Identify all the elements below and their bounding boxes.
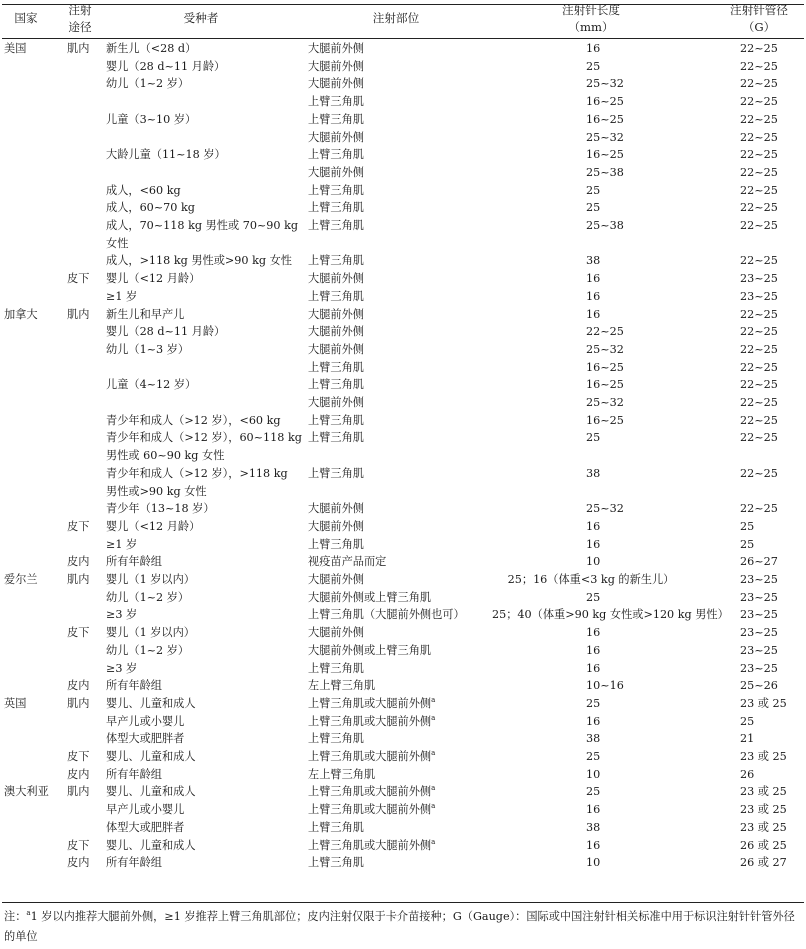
needle-length-cell: 16: [586, 643, 601, 657]
route-cell: 肌内: [67, 42, 90, 55]
needle-gauge-cell: 23~25: [740, 661, 778, 675]
recipient-cell: 儿童（3~10 岁）: [106, 112, 197, 126]
needle-length-cell: 25；40（体重>90 kg 女性或>120 kg 男性）: [492, 608, 729, 622]
route-cell: 肌内: [67, 307, 90, 321]
recipient-cell: 大龄儿童（11~18 岁）: [106, 148, 226, 162]
recipient-cell: 早产儿或小婴儿: [106, 803, 185, 817]
recipient-cell: 儿童（4~12 岁）: [106, 378, 197, 392]
needle-length-cell: 25~32: [586, 502, 624, 516]
footnote-mark: a: [431, 695, 436, 704]
recipient-cell: 幼儿（1~2 岁）: [106, 643, 190, 657]
route-cell: 肌内: [67, 785, 90, 799]
needle-gauge-cell: 22~25: [740, 307, 778, 321]
needle-length-cell: 16~25: [586, 148, 624, 162]
country-cell: 英国: [4, 696, 27, 710]
recipient-cell: 青少年（13~18 岁）: [106, 502, 215, 516]
site-cell: 大腿前外侧: [308, 77, 364, 91]
site-cell: 大腿前外侧: [308, 165, 364, 179]
country-cell: 加拿大: [4, 307, 38, 321]
route-cell: 皮内: [67, 767, 90, 781]
site-cell: 大腿前外侧: [308, 396, 364, 409]
recipient-cell: 婴儿、儿童和成人: [106, 750, 196, 763]
route-cell: 皮下: [67, 626, 90, 640]
header-length-line1: 注射针长度: [562, 3, 620, 17]
site-cell: 大腿前外侧或上臂三角肌: [308, 643, 432, 657]
country-cell: 爱尔兰: [4, 573, 38, 586]
needle-length-cell: 25: [586, 431, 601, 445]
site-cell: 大腿前外侧: [308, 502, 364, 516]
needle-length-cell: 16: [586, 537, 601, 551]
site-cell: 大腿前外侧: [308, 626, 364, 640]
site-cell: 上臂三角肌或大腿前外侧: [308, 696, 432, 710]
needle-gauge-cell: 23 或 25: [740, 785, 787, 799]
site-cell: 上臂三角肌: [308, 856, 364, 870]
needle-length-cell: 25~32: [586, 342, 624, 356]
needle-length-cell: 25~38: [586, 219, 624, 232]
route-cell: 肌内: [67, 696, 90, 710]
needle-gauge-cell: 23~25: [740, 608, 778, 622]
needle-gauge-cell: 21: [740, 732, 755, 746]
needle-gauge-cell: 26 或 25: [740, 838, 787, 852]
needle-length-cell: 25: [586, 201, 601, 215]
needle-length-cell: 25: [586, 59, 601, 73]
needle-length-cell: 22~25: [586, 325, 624, 339]
site-cell: 左上臂三角肌: [308, 767, 376, 781]
needle-length-cell: 16: [586, 838, 601, 852]
site-cell: 大腿前外侧或上臂三角肌: [308, 590, 432, 604]
route-cell: 皮下: [67, 750, 90, 763]
recipient-cell: 成人，<60 kg: [106, 183, 181, 197]
needle-length-cell: 16: [586, 307, 601, 321]
needle-gauge-cell: 22~25: [740, 183, 778, 197]
needle-length-cell: 16: [586, 519, 601, 533]
needle-gauge-cell: 22~25: [740, 378, 778, 392]
site-cell: 上臂三角肌: [308, 431, 364, 445]
site-cell-wrapper: [308, 801, 435, 818]
site-cell: 大腿前外侧: [308, 272, 364, 286]
recipient-cell: 所有年龄组: [106, 767, 162, 781]
site-cell: 大腿前外侧: [308, 59, 364, 73]
site-cell: 上臂三角肌或大腿前外侧: [308, 803, 432, 817]
recipient-cell: 婴儿、儿童和成人: [106, 696, 196, 710]
site-cell: 上臂三角肌或大腿前外侧: [308, 838, 432, 852]
needle-length-cell: 16~25: [586, 112, 624, 126]
site-cell: 上臂三角肌: [308, 661, 364, 675]
footnote-mark: a: [26, 909, 31, 917]
footnote-mark: a: [431, 784, 436, 793]
needle-gauge-cell: 23 或 25: [740, 803, 787, 817]
needle-gauge-cell: 22~25: [740, 325, 778, 339]
needle-length-cell: 10: [586, 555, 601, 569]
header-gauge-line2: （G）: [742, 20, 776, 34]
needle-gauge-cell: 22~25: [740, 360, 778, 374]
site-cell: 上臂三角肌: [308, 732, 364, 746]
recipient-cell: 青少年和成人（>12 岁），60~118 kg: [106, 431, 302, 445]
recipient-cell: 体型大或肥胖者: [106, 732, 185, 746]
needle-gauge-cell: 23 或 25: [740, 820, 787, 834]
recipient-cell: ≥3 岁: [106, 661, 138, 675]
recipient-cell: 成人，70~118 kg 男性或 70~90 kg: [106, 219, 299, 232]
needle-gauge-cell: 22~25: [740, 219, 778, 232]
site-cell: 上臂三角肌（大腿前外侧也可）: [308, 608, 465, 622]
needle-gauge-cell: 22~25: [740, 112, 778, 126]
needle-length-cell: 38: [586, 820, 601, 834]
header-site: 注射部位: [372, 11, 420, 25]
header-recipient: 受种者: [183, 11, 219, 25]
recipient-cell: ≥3 岁: [106, 608, 138, 622]
site-cell: 大腿前外侧: [308, 519, 364, 533]
site-cell-wrapper: [308, 695, 435, 712]
needle-length-cell: 25~32: [586, 396, 624, 409]
site-cell-wrapper: [308, 837, 435, 854]
needle-length-cell: 25~38: [586, 165, 624, 179]
country-cell: 澳大利亚: [4, 785, 49, 799]
needle-gauge-cell: 23~25: [740, 573, 778, 586]
needle-length-cell: 38: [586, 732, 601, 746]
needle-length-cell: 38: [586, 466, 601, 480]
needle-gauge-cell: 22~25: [740, 77, 778, 91]
recipient-cell: 婴儿（<12 月龄）: [106, 272, 201, 286]
route-cell: 肌内: [67, 573, 90, 586]
site-cell: 上臂三角肌: [308, 95, 364, 109]
header-bottom-rule: [2, 38, 804, 39]
recipient-cell: 所有年龄组: [106, 555, 162, 569]
needle-gauge-cell: 23 或 25: [740, 750, 787, 763]
recipient-cell: 婴儿（1 岁以内）: [106, 573, 195, 586]
site-cell: 上臂三角肌或大腿前外侧: [308, 785, 432, 799]
route-cell: 皮下: [67, 838, 90, 852]
recipient-cell: 所有年龄组: [106, 679, 162, 693]
recipient-cell: ≥1 岁: [106, 537, 138, 551]
header-route-line1: 注射: [68, 3, 92, 17]
route-cell: 皮下: [67, 272, 90, 286]
recipient-cell: 成人，60~70 kg: [106, 201, 195, 215]
site-cell: 上臂三角肌: [308, 466, 364, 480]
recipient-cell: 早产儿或小婴儿: [106, 714, 185, 728]
needle-length-cell: 38: [586, 254, 601, 268]
route-cell: 皮内: [67, 555, 90, 569]
needle-gauge-cell: 22~25: [740, 396, 778, 409]
needle-length-cell: 16~25: [586, 360, 624, 374]
site-cell-wrapper: [308, 783, 435, 800]
route-cell: 皮内: [67, 856, 90, 870]
recipient-cell: 青少年和成人（>12 岁），<60 kg: [106, 413, 281, 427]
site-cell: 上臂三角肌: [308, 360, 364, 374]
needle-length-cell: 10~16: [586, 679, 624, 693]
needle-length-cell: 25: [586, 750, 601, 763]
site-cell: 上臂三角肌或大腿前外侧: [308, 750, 432, 763]
site-cell: 上臂三角肌: [308, 201, 364, 215]
country-cell: 美国: [4, 42, 27, 55]
needle-length-cell: 16~25: [586, 378, 624, 392]
needle-gauge-cell: 22~25: [740, 466, 778, 480]
needle-length-cell: 16: [586, 626, 601, 640]
needle-gauge-cell: 26~27: [740, 555, 778, 569]
recipient-cell: 体型大或肥胖者: [106, 820, 185, 834]
recipient-cell: 新生儿（<28 d）: [106, 42, 197, 55]
site-cell: 视疫苗产品而定: [308, 555, 387, 569]
site-cell-wrapper: [308, 713, 435, 730]
footnote-mark: a: [431, 713, 436, 722]
site-cell: 上臂三角肌或大腿前外侧: [308, 714, 432, 728]
needle-length-cell: 10: [586, 767, 601, 781]
needle-length-cell: 25: [586, 590, 601, 604]
recipient-cell: 婴儿（28 d~11 月龄）: [106, 59, 226, 73]
needle-gauge-cell: 22~25: [740, 165, 778, 179]
site-cell: 大腿前外侧: [308, 42, 364, 55]
needle-gauge-cell: 25: [740, 519, 755, 533]
recipient-cell: ≥1 岁: [106, 289, 138, 303]
site-cell: 上臂三角肌: [308, 148, 364, 162]
recipient-cell: 婴儿（28 d~11 月龄）: [106, 325, 226, 339]
needle-length-cell: 25~32: [586, 130, 624, 144]
recipient-cell: 所有年龄组: [106, 856, 162, 870]
needle-gauge-cell: 22~25: [740, 342, 778, 356]
site-cell: 上臂三角肌: [308, 254, 364, 268]
footnote-lead: 注：: [4, 910, 27, 923]
site-cell: 上臂三角肌: [308, 289, 364, 303]
recipient-cell: 幼儿（1~2 岁）: [106, 590, 190, 604]
table-footnote: [4, 907, 804, 947]
recipient-cell: 婴儿（<12 月龄）: [106, 519, 201, 533]
table-top-rule: [2, 4, 804, 5]
needle-length-cell: 25~32: [586, 77, 624, 91]
site-cell: 大腿前外侧: [308, 325, 364, 339]
needle-gauge-cell: 22~25: [740, 502, 778, 516]
needle-length-cell: 25；16（体重<3 kg 的新生儿）: [507, 573, 675, 586]
needle-gauge-cell: 23~25: [740, 626, 778, 640]
site-cell: 上臂三角肌: [308, 112, 364, 126]
needle-length-cell: 25: [586, 183, 601, 197]
recipient-cell: 青少年和成人（>12 岁），>118 kg: [106, 466, 288, 480]
needle-length-cell: 10: [586, 856, 601, 870]
footnote-mark: a: [431, 837, 436, 846]
site-cell: 上臂三角肌: [308, 537, 364, 551]
needle-gauge-cell: 22~25: [740, 95, 778, 109]
header-needle-gauge: [716, 2, 802, 36]
table-bottom-rule: [2, 902, 804, 903]
site-cell: 大腿前外侧: [308, 307, 364, 321]
header-route: [60, 2, 100, 36]
footnote-text: 1 岁以内推荐大腿前外侧，≥1 岁推荐上臂三角肌部位；皮内注射仅限于卡介苗接种；G（Gauge）：国际或中国注射针相关标准中用于标识注射针针管外径的单位: [4, 910, 795, 943]
needle-gauge-cell: 25: [740, 714, 755, 728]
recipient-cell: 新生儿和早产儿: [106, 307, 185, 321]
route-cell: 皮内: [67, 679, 90, 693]
needle-gauge-cell: 25~26: [740, 679, 778, 693]
needle-gauge-cell: 23~25: [740, 590, 778, 604]
needle-length-cell: 25: [586, 785, 601, 799]
site-cell: 大腿前外侧: [308, 130, 364, 144]
header-gauge-line1: 注射针管径: [730, 3, 788, 17]
site-cell: 上臂三角肌: [308, 183, 364, 197]
site-cell: 上臂三角肌: [308, 820, 364, 834]
needle-length-cell: 16~25: [586, 95, 624, 109]
needle-gauge-cell: 22~25: [740, 148, 778, 162]
needle-gauge-cell: 22~25: [740, 431, 778, 445]
recipient-cell: 婴儿（1 岁以内）: [106, 626, 195, 640]
needle-length-cell: 25: [586, 696, 601, 710]
site-cell: 左上臂三角肌: [308, 679, 376, 693]
needle-gauge-cell: 22~25: [740, 42, 778, 55]
needle-gauge-cell: 23~25: [740, 272, 778, 286]
needle-length-cell: 16: [586, 714, 601, 728]
site-cell: 上臂三角肌: [308, 413, 364, 427]
needle-length-cell: 16: [586, 803, 601, 817]
recipient-cell: 男性或>90 kg 女性: [106, 484, 207, 498]
header-route-line2: 途径: [68, 20, 92, 34]
needle-gauge-cell: 23~25: [740, 643, 778, 657]
needle-length-cell: 16: [586, 661, 601, 675]
footnote-mark: a: [431, 802, 436, 811]
site-cell-wrapper: [308, 748, 435, 765]
recipient-cell: 女性: [106, 236, 129, 250]
needle-length-cell: 16: [586, 289, 601, 303]
recipient-cell: 成人，>118 kg 男性或>90 kg 女性: [106, 254, 292, 268]
recipient-cell: 婴儿、儿童和成人: [106, 838, 196, 852]
recipient-cell: 幼儿（1~3 岁）: [106, 342, 190, 356]
route-cell: 皮下: [67, 519, 90, 533]
recipient-cell: 幼儿（1~2 岁）: [106, 77, 190, 91]
needle-length-cell: 16~25: [586, 413, 624, 427]
site-cell: 大腿前外侧: [308, 573, 364, 586]
needle-gauge-cell: 26 或 27: [740, 856, 787, 870]
recipient-cell: 婴儿、儿童和成人: [106, 785, 196, 799]
needle-length-cell: 16: [586, 42, 601, 55]
needle-gauge-cell: 22~25: [740, 413, 778, 427]
recipient-cell: 男性或 60~90 kg 女性: [106, 449, 225, 463]
needle-gauge-cell: 23 或 25: [740, 696, 787, 710]
needle-gauge-cell: 22~25: [740, 130, 778, 144]
needle-gauge-cell: 25: [740, 537, 755, 551]
site-cell: 上臂三角肌: [308, 219, 364, 232]
site-cell: 大腿前外侧: [308, 342, 364, 356]
needle-gauge-cell: 22~25: [740, 59, 778, 73]
header-needle-length: [516, 2, 666, 36]
needle-gauge-cell: 23~25: [740, 289, 778, 303]
site-cell: 上臂三角肌: [308, 378, 364, 392]
needle-gauge-cell: 22~25: [740, 254, 778, 268]
footnote-mark: a: [431, 749, 436, 757]
needle-gauge-cell: 22~25: [740, 201, 778, 215]
needle-gauge-cell: 26: [740, 767, 755, 781]
needle-length-cell: 16: [586, 272, 601, 286]
header-country: 国家: [14, 11, 38, 25]
header-length-line2: （mm）: [568, 20, 614, 34]
